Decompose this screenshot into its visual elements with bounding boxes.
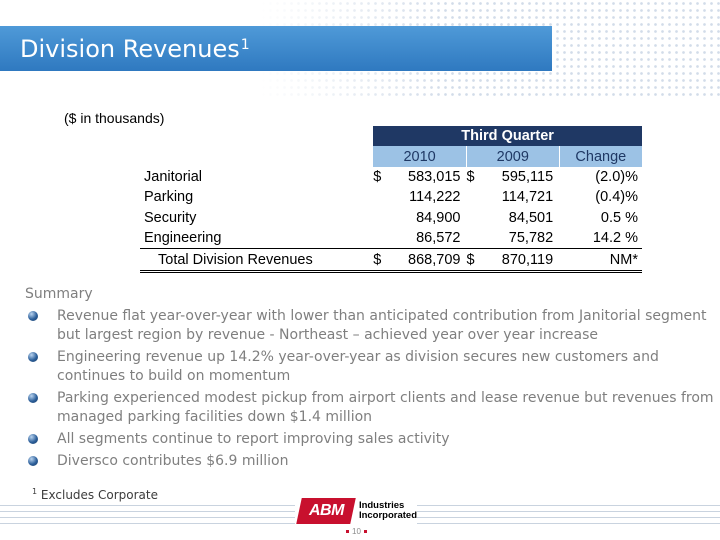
cell-2009: 75,782 bbox=[508, 230, 554, 247]
table-row bbox=[140, 208, 642, 228]
bullet-icon bbox=[28, 434, 38, 444]
footnote-marker: 1 bbox=[32, 487, 38, 496]
list-item: Engineering revenue up 14.2% year-over-year as division secures new customers and continues to build on momentum bbox=[25, 348, 715, 386]
page-number: 10 bbox=[343, 527, 370, 536]
table-row bbox=[140, 228, 642, 249]
cell-change: (2.0)% bbox=[595, 168, 638, 185]
summary-bullets bbox=[25, 307, 715, 474]
cell-2010: 84,900 bbox=[416, 209, 461, 226]
slide-title: Division Revenues$^1$ bbox=[20, 35, 250, 63]
total-change: NM* bbox=[559, 249, 642, 271]
table-row bbox=[140, 167, 642, 187]
summary-heading: Summary bbox=[25, 286, 93, 302]
division-revenue-table bbox=[140, 126, 642, 273]
abm-logo-mark: ABM bbox=[296, 498, 355, 524]
cell-2010: 86,572 bbox=[416, 230, 461, 247]
total-label: Total Division Revenues bbox=[140, 249, 373, 271]
bullet-icon bbox=[28, 456, 38, 466]
total-row bbox=[140, 249, 642, 271]
cell-2009: $ 595,115 bbox=[466, 168, 554, 185]
table-row bbox=[140, 187, 642, 207]
cell-2009: 84,501 bbox=[508, 209, 554, 226]
total-2010: $ 868,709 bbox=[373, 249, 466, 271]
bullet-icon bbox=[28, 352, 38, 362]
cell-2009: 114,721 bbox=[501, 189, 554, 206]
list-item: Parking experienced modest pickup from airport clients and lease revenue but revenues from managed parking facilities down $1.4 million bbox=[25, 389, 715, 427]
cell-2010: 114,222 bbox=[409, 189, 461, 206]
list-item: Diversco contributes $6.9 million bbox=[25, 452, 715, 471]
units-note: ($ in thousands) bbox=[64, 110, 165, 126]
period-header-row bbox=[140, 126, 642, 146]
column-header-2010: 2010 bbox=[373, 146, 466, 166]
row-label: Security bbox=[144, 209, 197, 226]
column-header-2009: 2009 bbox=[466, 146, 559, 166]
row-label: Engineering bbox=[144, 230, 222, 247]
bullet-icon bbox=[28, 311, 38, 321]
list-item: All segments continue to report improving sales activity bbox=[25, 430, 715, 449]
cell-change: 14.2 % bbox=[592, 230, 638, 247]
abm-logo-text: Industries Incorporated bbox=[358, 500, 417, 521]
cell-change: (0.4)% bbox=[595, 189, 638, 206]
list-item: Revenue flat year-over-year with lower than anticipated contribution from Janitorial segment but largest region by revenue - Northeast – achieved year over year increase bbox=[25, 307, 715, 345]
abm-logo bbox=[295, 495, 417, 527]
total-2009: $ 870,119 bbox=[466, 249, 559, 271]
bullet-icon bbox=[28, 393, 38, 403]
column-header-change: Change bbox=[559, 146, 642, 166]
cell-2010: $ 583,015 bbox=[373, 168, 461, 185]
period-header: Third Quarter bbox=[373, 126, 642, 146]
cell-change: 0.5 % bbox=[600, 209, 638, 226]
row-label: Parking bbox=[144, 189, 194, 206]
title-footnote-marker: 1 bbox=[240, 37, 250, 53]
footnote: $^1$ Excludes Corporate bbox=[32, 487, 158, 502]
row-label: Janitorial bbox=[144, 168, 203, 185]
column-header-row bbox=[140, 146, 642, 166]
